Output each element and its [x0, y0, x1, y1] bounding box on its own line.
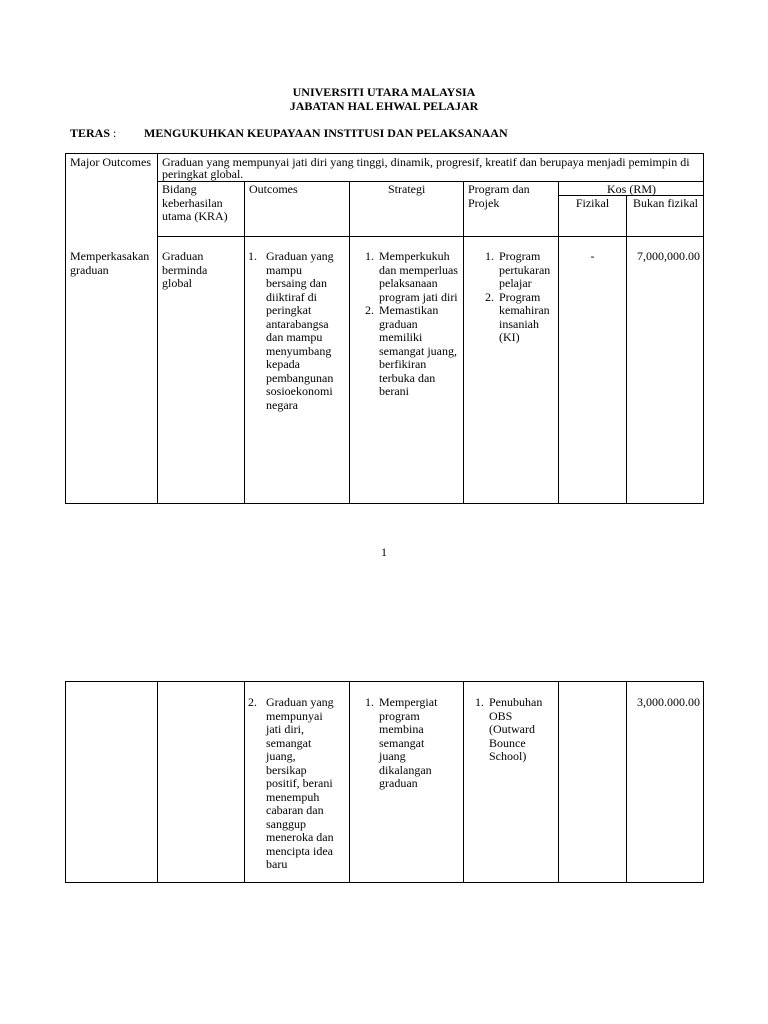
list-item: [358, 304, 459, 399]
table-1-divider: [626, 195, 627, 503]
row-fizikal: -: [590, 249, 595, 263]
row-outcomes: [245, 248, 349, 414]
item-number: 1.: [475, 695, 484, 709]
teras-line: [70, 127, 508, 141]
teras-title: MENGUKUHKAN KEUPAYAAN INSTITUSI DAN PELAKSANAAN: [144, 126, 508, 140]
page-number: 1: [381, 545, 387, 559]
header-outcomes: Outcomes: [249, 182, 298, 196]
item-text: Mempergiat program membina semangat juang dikalangan graduan: [379, 695, 438, 790]
table-2: [65, 681, 704, 883]
major-outcomes-label: Major Outcomes: [70, 155, 151, 169]
row-strategi: [350, 248, 463, 401]
row-program: [464, 694, 558, 766]
row-bukan-fizikal: 3,000.000.00: [637, 695, 700, 709]
row-fizikal: [559, 694, 626, 698]
department-title: JABATAN HAL EHWAL PELAJAR: [289, 99, 479, 113]
item-number: 1.: [485, 249, 494, 263]
teras-label-wrap: [70, 127, 144, 141]
item-text: Memastikan graduan memiliki semangat juang, berfikiran terbuka dan berani: [379, 303, 457, 398]
item-number: 1.: [365, 249, 374, 263]
item-number: 2.: [365, 303, 374, 317]
table-2-divider: [157, 682, 158, 882]
item-number: 2.: [248, 695, 257, 709]
item-number: 1.: [248, 249, 257, 263]
item-number: 1.: [365, 695, 374, 709]
row-strategi: [350, 694, 463, 793]
row-kra: Graduan berminda global: [162, 249, 208, 290]
header-strategi: Strategi: [388, 182, 426, 196]
item-text: Memperkukuh dan memperluas pelaksanaan program jati diri: [379, 249, 458, 304]
table-1-divider: [558, 181, 559, 503]
list-item: [468, 696, 554, 764]
row-bukan-fizikal: 7,000,000.00: [637, 249, 700, 263]
table-2-divider: [558, 682, 559, 882]
table-1-rule-header: [157, 236, 703, 237]
row-program: [464, 248, 558, 347]
header-kos: Kos (RM): [606, 182, 656, 196]
list-item: [358, 250, 459, 304]
header-kra: Bidang keberhasilan utama (KRA): [162, 182, 228, 223]
row-major-outcome: Memperkasakan graduan: [70, 249, 150, 277]
item-text: Penubuhan OBS (Outward Bounce School): [489, 695, 543, 763]
university-title: UNIVERSITI UTARA MALAYSIA: [292, 85, 476, 99]
teras-label: TERAS: [70, 126, 111, 140]
item-text: Program pertukaran pelajar: [499, 249, 551, 290]
list-item: [245, 696, 339, 872]
item-text: Graduan yang mampu bersaing dan diiktiraf di peringkat antarabangsa dan mampu menyumbang kepada pembangunan sosioekonomi negara: [266, 249, 334, 412]
item-text: Program kemahiran insaniah (KI): [499, 289, 550, 344]
major-outcomes-text: Graduan yang mempunyai jati diri yang tinggi, dinamik, progresif, kreatif dan berupaya menjadi pemimpin di peringkat global.: [162, 155, 690, 181]
teras-colon: :: [113, 126, 117, 140]
table-2-divider: [626, 682, 627, 882]
item-number: 2.: [485, 289, 494, 304]
list-item: [478, 250, 554, 291]
header-program: Program dan Projek: [468, 182, 530, 210]
item-text: Graduan yang mempunyai jati diri, semangat juang, bersikap positif, berani menempuh cabaran dan sanggup meneroka dan mencipta idea baru: [266, 695, 334, 871]
header-fizikal: Fizikal: [575, 196, 610, 210]
list-item: [245, 250, 339, 412]
row-outcomes: [245, 694, 349, 874]
table-1: [65, 153, 704, 504]
list-item: [478, 291, 554, 345]
header-bukan-fizikal: Bukan fizikal: [633, 196, 698, 210]
list-item: [358, 696, 449, 791]
